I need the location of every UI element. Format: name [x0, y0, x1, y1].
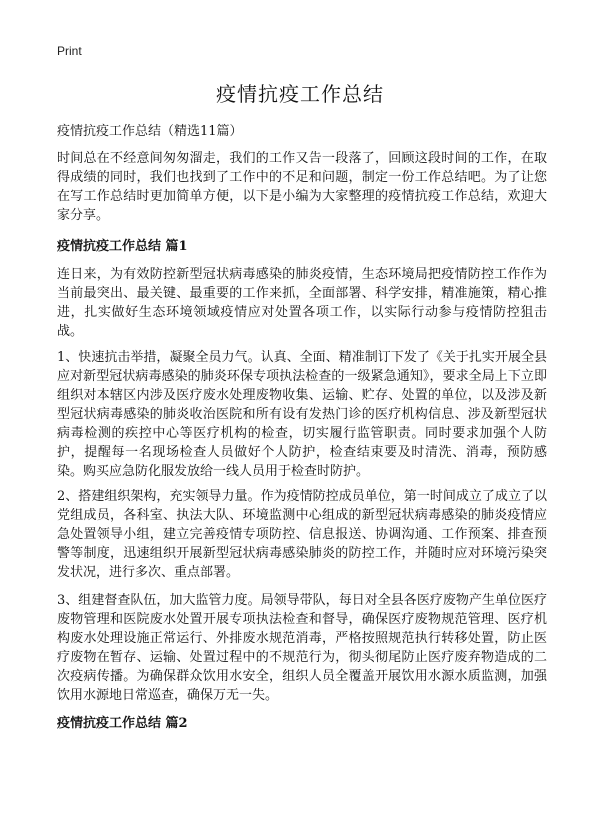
intro-paragraph: 时间总在不经意间匆匆溜走，我们的工作又告一段落了，回顾这段时间的工作，在取得成绩的同时，我们也找到了工作中的不足和问题，制定一份工作总结吧。为了让您在写工作总结时更加简单方便，以下是小编为大家整理的疫情抗疫工作总结，欢迎大家分享。	[57, 151, 547, 223]
section-heading-2: 疫情抗疫工作总结 篇2	[57, 716, 188, 731]
print-link[interactable]: Print	[57, 44, 82, 58]
section1-paragraph-1: 连日来，为有效防控新型冠状病毒感染的肺炎疫情，生态环境局把疫情防控工作作为当前最突出、最关键、最重要的工作来抓，全面部署、科学安排，精准施策，精心推进，扎实做好生态环境领域疫情应对处置各项工作，以实际行动参与疫情防控狙击战。	[57, 267, 547, 339]
section1-paragraph-4: 3、组建督查队伍，加大监管力度。局领导带队，每日对全县各医疗废物产生单位医疗废物管理和医院废水处置开展专项执法检查和督导，确保医疗废物规范管理、医疗机构废水处理设施正常运行、外排废水规范消毒，严格按照规范执行转移处置，防止医疗废物在暂存、运输、处置过程中的不规范行为，彻头彻尾防止医疗废弃物造成的二次疫病传播。为确保群众饮用水安全，组织人员全覆盖开展饮用水源水质监测，加强饮用水源地日常巡查，确保万无一失。	[57, 593, 547, 703]
section1-paragraph-3: 2、搭建组织架构，充实领导力量。作为疫情防控成员单位，第一时间成立了成立了以党组成员，各科室、执法大队、环境监测中心组成的新型冠状病毒感染的肺炎疫情应急处置领导小组，建立完善疫情专项防控、信息报送、协调沟通、工作预案、排查预警等制度，迅速组织开展新型冠状病毒感染肺炎的防控工作，并随时应对环境污染突发状况，进行多次、重点部署。	[57, 489, 547, 580]
section1-paragraph-2: 1、快速抗击举措，凝聚全员力气。认真、全面、精准制订下发了《关于扎实开展全县应对新型冠状病毒感染的肺炎环保专项执法检查的一级紧急通知》，要求全局上下立即组织对本辖区内涉及医疗废水处理废物收集、运输、贮存、处置的单位，以及涉及新型冠状病毒感染的肺炎收治医院和所有设有发热门诊的医疗机构信息、涉及新型冠状病毒检测的疾控中心等医疗机构的检查，切实履行监管职责。同时要求加强个人防护，提醒每一名现场检查人员做好个人防护，检查结束要及时清洗、消毒，预防感染。购买应急防化服发放给一线人员用于检查时防护。	[57, 350, 547, 479]
page-title: 疫情抗疫工作总结	[216, 82, 384, 106]
section-heading-1: 疫情抗疫工作总结 篇1	[57, 239, 188, 254]
document-subtitle: 疫情抗疫工作总结（精选11篇）	[57, 124, 243, 139]
